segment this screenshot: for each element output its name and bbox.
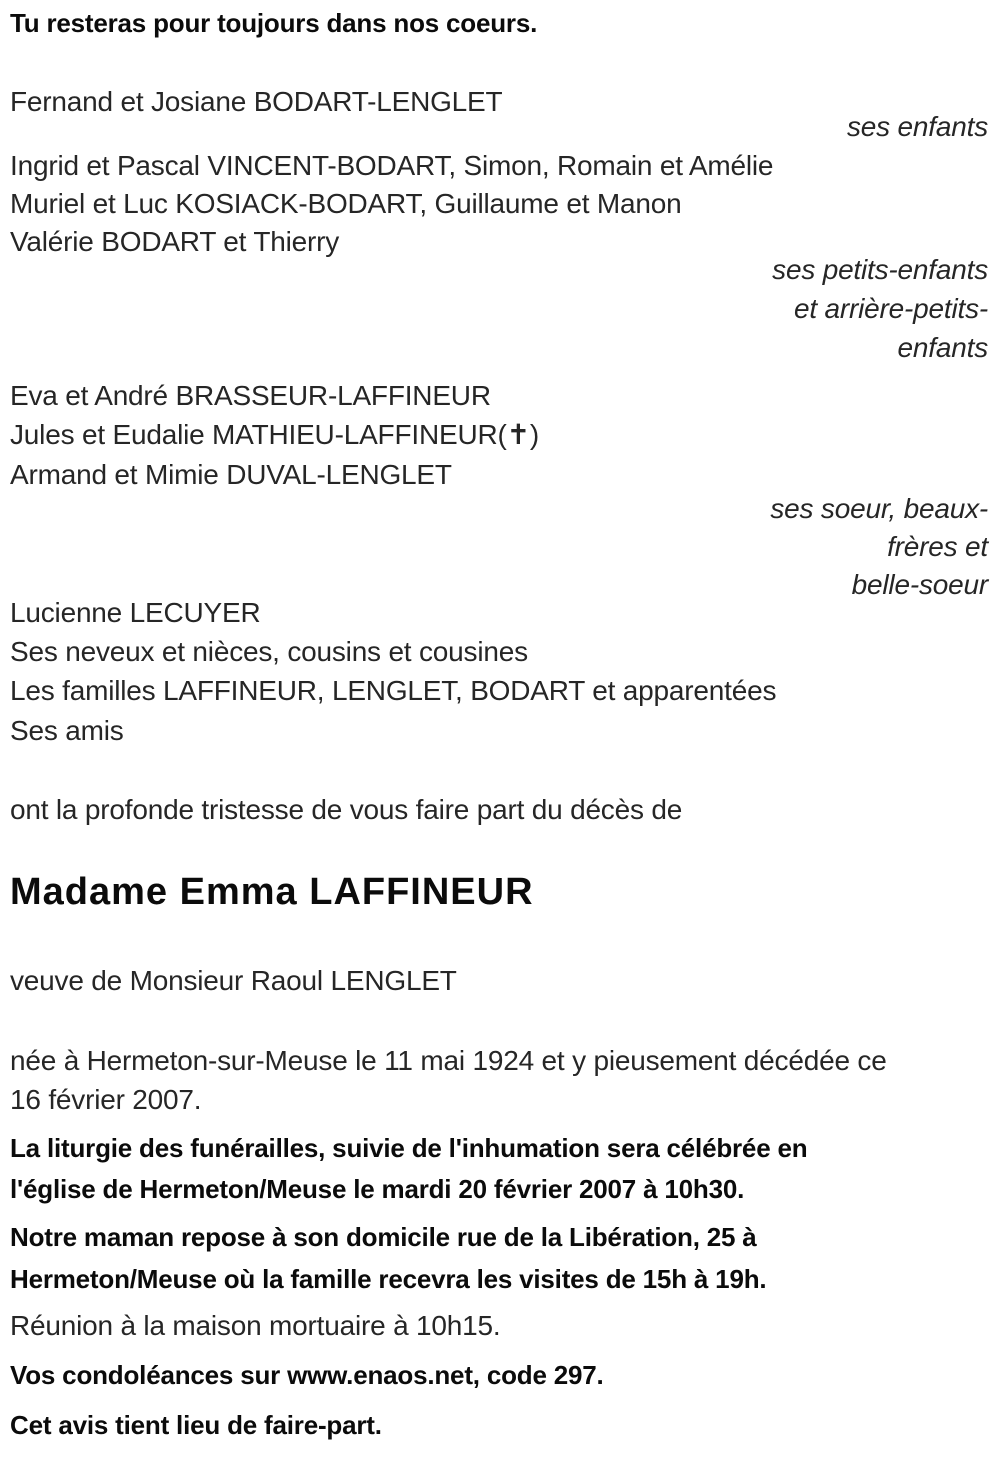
visitation-info-line: Hermeton/Meuse où la famille recevra les visites de 15h à 19h. (10, 1264, 767, 1294)
relation-label-line: et arrière-petits- (793, 293, 988, 324)
children-names-line: Fernand et Josiane BODART-LENGLET (10, 86, 503, 117)
siblings-names-line: Armand et Mimie DUVAL-LENGLET (10, 459, 452, 490)
relation-label-line: belle-soeur (851, 569, 988, 600)
grandchildren-relation-label (772, 250, 988, 367)
announcement-intro: ont la profonde tristesse de vous faire part du décès de (10, 794, 683, 825)
condolences-info-line: Vos condoléances sur www.enaos.net, code 297. (10, 1360, 604, 1390)
funeral-info-line: l'église de Hermeton/Meuse le mardi 20 février 2007 à 10h30. (10, 1174, 745, 1204)
other-relatives-line: Ses neveux et nièces, cousins et cousines (10, 636, 528, 667)
notice-line: Cet avis tient lieu de faire-part. (10, 1410, 382, 1440)
grandchildren-names-line: Valérie BODART et Thierry (10, 226, 340, 257)
opening-quote: Tu resteras pour toujours dans nos coeurs. (10, 8, 538, 38)
siblings-relation-label (770, 490, 988, 604)
other-relatives-line: Les familles LAFFINEUR, LENGLET, BODART et apparentées (10, 675, 777, 706)
deceased-name-title: Madame Emma LAFFINEUR (10, 871, 534, 913)
relation-to-spouse: veuve de Monsieur Raoul LENGLET (10, 965, 457, 996)
life-dates-line: née à Hermeton-sur-Meuse le 11 mai 1924 et y pieusement décédée ce (10, 1045, 887, 1076)
funeral-info-line: La liturgie des funérailles, suivie de l'inhumation sera célébrée en (10, 1133, 808, 1163)
relation-label-line: ses petits-enfants (772, 254, 988, 285)
meeting-info-line: Réunion à la maison mortuaire à 10h15. (10, 1310, 501, 1341)
siblings-names-line: Eva et André BRASSEUR-LAFFINEUR (10, 380, 491, 411)
grandchildren-names-line: Ingrid et Pascal VINCENT-BODART, Simon, Romain et Amélie (10, 150, 774, 181)
grandchildren-names-line: Muriel et Luc KOSIACK-BODART, Guillaume et Manon (10, 188, 682, 219)
life-dates-line: 16 février 2007. (10, 1084, 202, 1115)
relation-label-line: ses soeur, beaux- (770, 493, 988, 524)
siblings-names-line: Jules et Eudalie MATHIEU-LAFFINEUR(✝) (10, 419, 539, 450)
relation-label-line: frères et (887, 531, 988, 562)
children-relation-label: ses enfants (847, 111, 988, 142)
other-relatives-line: Ses amis (10, 715, 124, 746)
other-relatives-line: Lucienne LECUYER (10, 597, 261, 628)
visitation-info-line: Notre maman repose à son domicile rue de la Libération, 25 à (10, 1222, 757, 1252)
relation-label-line: enfants (897, 332, 988, 363)
